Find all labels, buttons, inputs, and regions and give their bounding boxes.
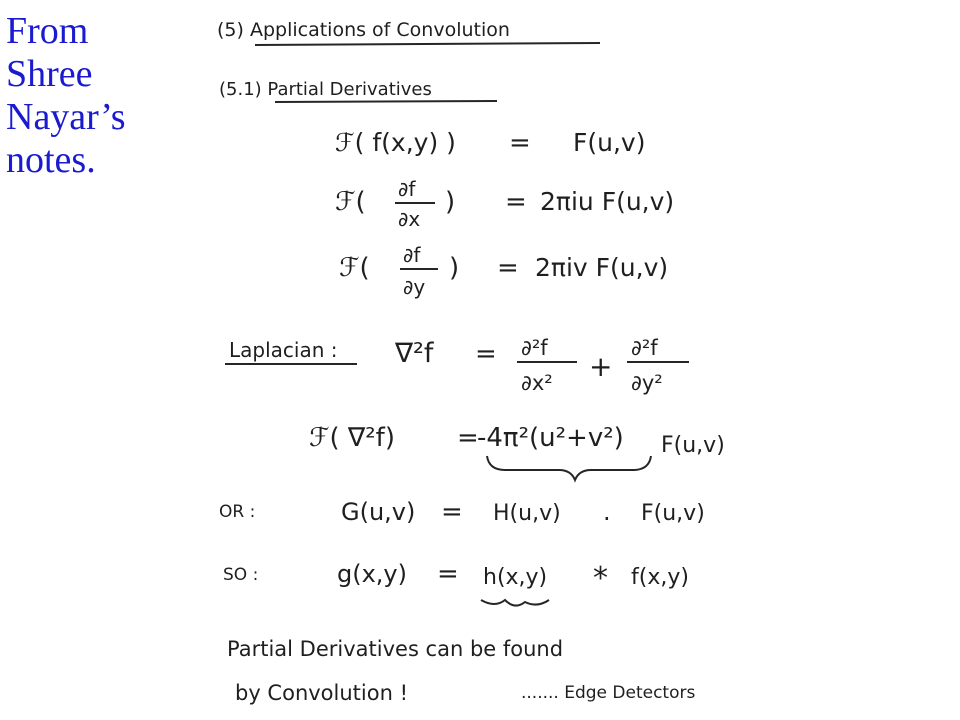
laplacian-ft-equals: = [457,423,479,453]
laplacian-lhs: ∇²f [395,338,434,369]
laplacian-ft-lhs: ℱ( ∇²f) [309,423,395,453]
laplacian-den-1: ∂x² [521,371,553,395]
eq3-rhs: 2πiv F(u,v) [535,253,669,282]
so-label: SO : [223,565,259,585]
caption-line-4: notes. [6,139,96,181]
so-rhs: f(x,y) [631,565,689,590]
handwritten-notes-page [205,0,960,720]
laplacian-plus: + [589,350,613,383]
section-title-underline [255,43,600,45]
laplacian-num-2: ∂²f [631,336,658,360]
subsection-title: (5.1) Partial Derivatives [219,79,432,100]
eq1-lhs: ℱ( f(x,y) ) [335,128,456,157]
laplacian-den-2: ∂y² [631,371,663,395]
underbrace [487,456,651,480]
so-mid: h(x,y) [483,565,548,590]
eq3-lhs-close: ) [449,253,460,283]
eq1-rhs: F(u,v) [573,128,646,157]
laplacian-equals: = [475,339,497,369]
eq2-equals: = [505,187,527,217]
conclusion-line-1: Partial Derivatives can be found [227,637,564,661]
so-operator: * [593,561,608,596]
so-wavy-underline [481,600,549,606]
laplacian-num-1: ∂²f [521,336,548,360]
eq1-equals: = [509,128,531,158]
conclusion-line-2: by Convolution ! [235,681,408,705]
caption-line-3: Nayar’s [6,96,126,138]
eq3-lhs-open: ℱ( [339,253,370,283]
or-lhs: G(u,v) [341,498,416,526]
or-dot: . [603,498,611,526]
eq2-numerator: ∂f [398,177,416,201]
eq3-numerator: ∂f [403,243,421,267]
eq2-lhs-close: ) [445,187,456,217]
laplacian-ft-factor: -4π²(u²+v²) [477,423,624,453]
or-equals: = [441,497,463,527]
conclusion-edge-detectors: ....... Edge Detectors [521,683,696,703]
or-mid: H(u,v) [493,501,561,526]
caption-line-2: Shree [6,53,93,95]
notes-canvas [205,0,960,720]
eq3-equals: = [497,253,519,283]
eq2-lhs-open: ℱ( [335,187,366,217]
or-rhs: F(u,v) [641,501,705,526]
laplacian-label: Laplacian : [229,338,338,362]
section-title: (5) Applications of Convolution [217,19,510,41]
caption-line-1: From [6,10,89,52]
so-lhs: g(x,y) [337,560,407,588]
laplacian-ft-rhs: F(u,v) [661,433,725,458]
eq2-denominator: ∂x [398,207,421,231]
subsection-title-underline [275,101,497,102]
source-caption [6,10,196,182]
so-equals: = [437,559,459,589]
or-label: OR : [219,502,256,522]
eq3-denominator: ∂y [403,275,426,299]
eq2-rhs: 2πiu F(u,v) [540,187,675,216]
